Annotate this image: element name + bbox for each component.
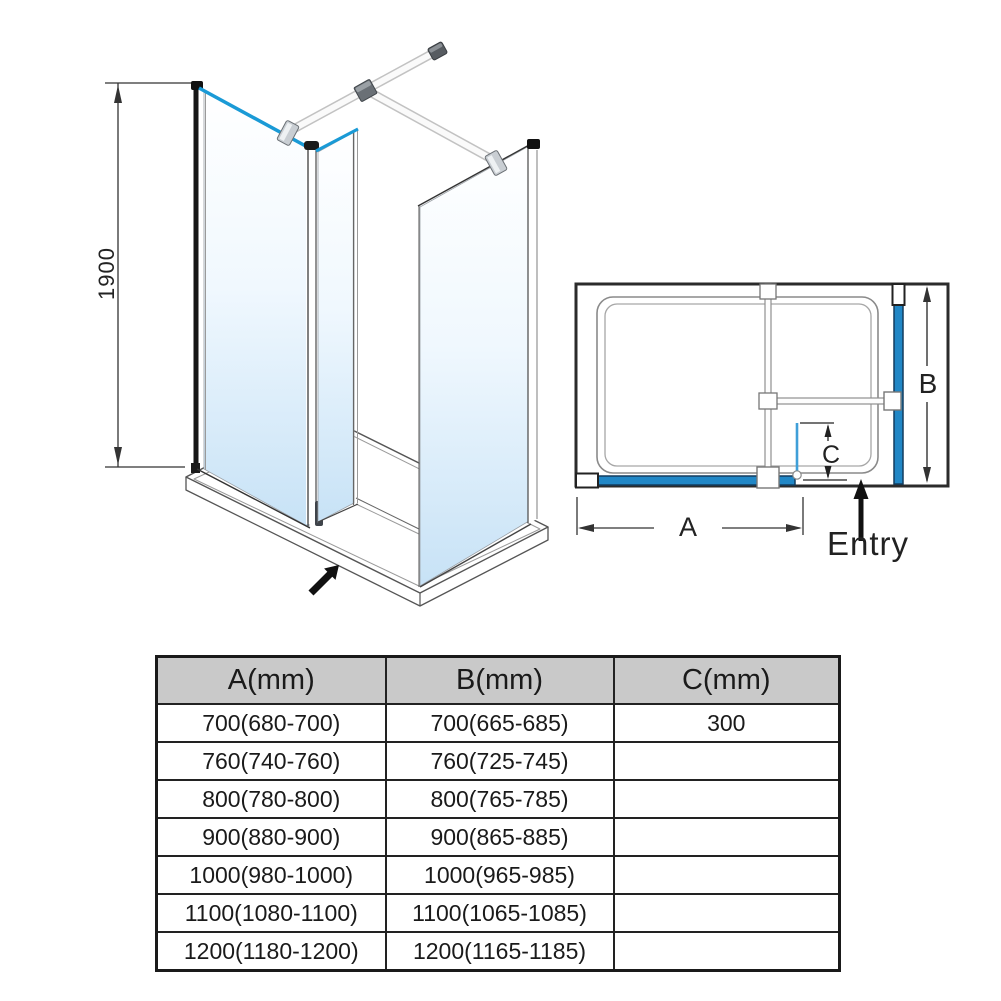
arrow-up-icon [114,85,122,103]
cell-c [614,818,840,856]
cell-a: 1000(980-1000) [157,856,386,894]
cell-b: 760(725-745) [386,742,614,780]
table-header-row [157,657,840,705]
cell-a: 1200(1180-1200) [157,932,386,971]
cell-b: 1100(1065-1085) [386,894,614,932]
cell-a: 900(880-900) [157,818,386,856]
column-header-b: B(mm) [386,657,614,705]
size-table [155,655,841,972]
table-row [157,704,840,742]
height-dimension-label: 1900 [94,247,119,300]
cell-a: 1100(1080-1100) [157,894,386,932]
support-bars [288,41,497,162]
table-row [157,742,840,780]
cell-b: 800(765-785) [386,780,614,818]
cell-b: 1000(965-985) [386,856,614,894]
table-row [157,818,840,856]
width-dimension-label: A [678,512,697,542]
iso-view [105,41,548,606]
cell-b: 900(865-885) [386,818,614,856]
wall-profile-b [893,284,905,305]
return-dimension-label: C [821,441,841,469]
table-row [157,780,840,818]
arrow-down-icon [114,447,122,465]
arrow-right-icon [786,524,802,532]
cell-a: 700(680-700) [157,704,386,742]
entry-arrow-icon [309,565,340,596]
wall-profile-a [576,474,598,488]
cell-c [614,856,840,894]
arrow-left-icon [578,524,594,532]
table-row [157,894,840,932]
column-header-c: C(mm) [614,657,840,705]
cell-a: 800(780-800) [157,780,386,818]
table-row [157,932,840,971]
glass-panel-b [418,139,540,587]
glass-panel-a [191,81,313,528]
glass-panel-c [316,129,358,522]
cell-b: 700(665-685) [386,704,614,742]
entry-label: Entry [826,525,910,562]
column-header-a: A(mm) [157,657,386,705]
cell-c [614,894,840,932]
room-outline [576,284,948,486]
top-view [576,284,948,541]
cell-c [614,780,840,818]
cell-c: 300 [614,704,840,742]
cell-c [614,742,840,780]
table-row [157,856,840,894]
cell-a: 760(740-760) [157,742,386,780]
cell-b: 1200(1165-1185) [386,932,614,971]
depth-dimension-label: B [918,368,938,399]
cell-c [614,932,840,971]
